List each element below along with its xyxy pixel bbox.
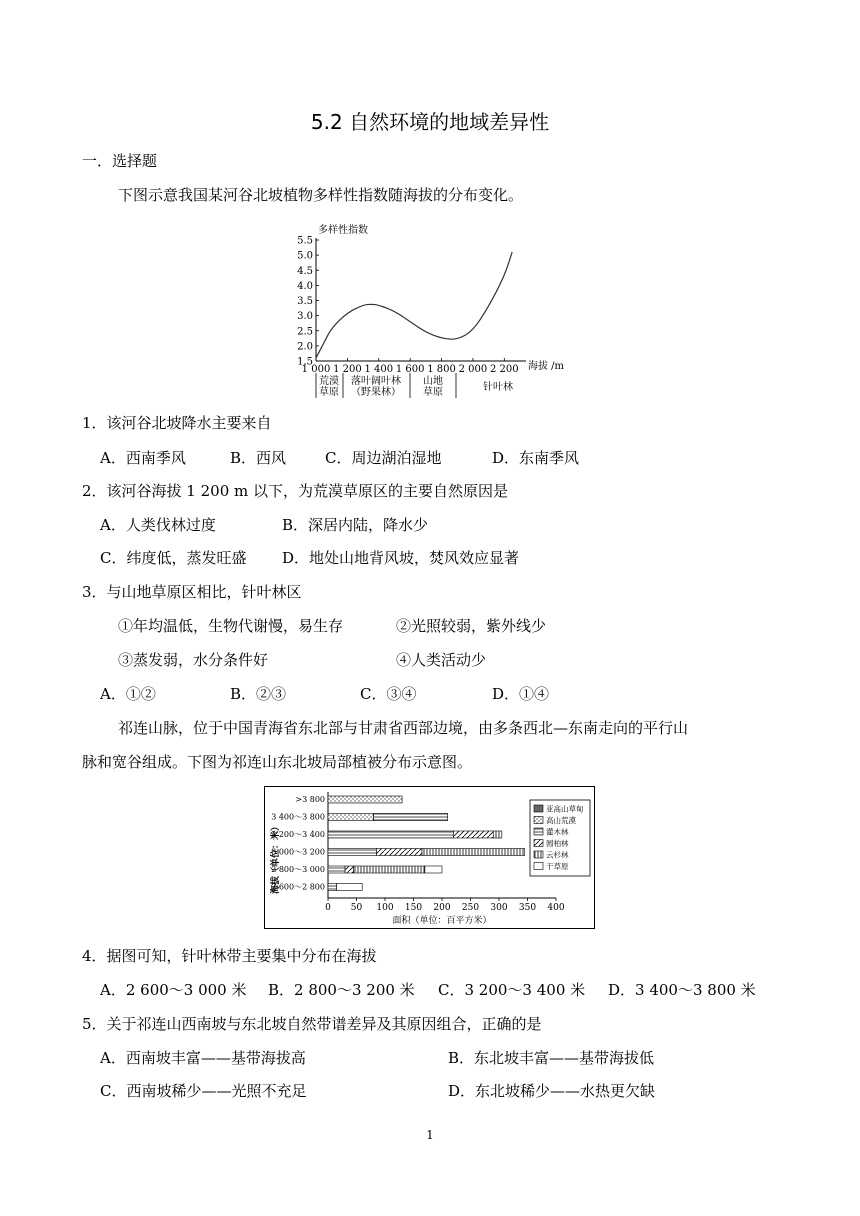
chart2-x-tick-label: 300 (490, 903, 508, 913)
chart1-y-tick-label: 5.5 (297, 235, 313, 247)
question-2-stem: 2．该河谷海拔 1 200 m 以下，为荒漠草原区的主要自然原因是 (82, 482, 509, 500)
question-3-stem: 3．与山地草原区相比，针叶林区 (82, 583, 302, 601)
chart2-bar-segment (493, 831, 502, 838)
intro-text-1: 下图示意我国某河谷北坡植物多样性指数随海拔的分布变化。 (118, 186, 524, 204)
chart2-legend-swatch (534, 851, 543, 858)
zone-label: 草原 (423, 387, 443, 398)
chart2-legend-label: 灌木林 (546, 827, 569, 837)
q3-statement-1: ①年均温低，生物代谢慢，易生存 (118, 617, 344, 635)
chart1-x-tick-label: 1 800 (427, 364, 456, 375)
question-4-stem: 4．据图可知，针叶林带主要集中分布在海拔 (82, 947, 377, 965)
q3-statement-4: ④人类活动少 (396, 651, 487, 669)
chart1-x-tick-label: 1 200 (333, 364, 362, 375)
q5-option-a: A．西南坡丰富——基带海拔高 (100, 1049, 306, 1067)
q5-option-c: C．西南坡稀少——光照不充足 (100, 1082, 307, 1100)
chart2-category-label: >3 800 (295, 795, 325, 804)
zone-label: 草原 (319, 387, 339, 398)
q5-option-d: D．东北坡稀少——水热更欠缺 (448, 1082, 656, 1100)
q2-option-c: C．纬度低，蒸发旺盛 (100, 549, 247, 567)
q3-statement-2: ②光照较弱，紫外线少 (396, 617, 547, 635)
chart1-x-tick-label: 2 200 (489, 364, 519, 375)
chart2-legend-label: 云杉林 (546, 850, 569, 860)
chart1-y-tick-label: 5.0 (297, 250, 313, 262)
chart2-bar-segment (328, 884, 337, 891)
chart1-x-tick-label: 1 000 (301, 364, 331, 375)
chart2-bar-segment (328, 866, 345, 873)
chart2-category-label: 3 200～3 400 (271, 830, 325, 839)
chart2-bar-segment (328, 849, 376, 856)
chart2-legend-swatch (534, 863, 543, 870)
chart2-legend-swatch (534, 840, 543, 847)
chart2-bar-segment (328, 831, 453, 838)
chart2-x-tick-label: 250 (461, 903, 480, 913)
chart2-ylabel: 海拔（单位：米） (271, 821, 281, 895)
question-5-stem: 5．关于祁连山西南坡与东北坡自然带谱差异及其原因组合，正确的是 (82, 1015, 542, 1033)
chart2-bar-segment (328, 796, 402, 803)
chart1-x-tick-label: 1 600 (395, 364, 425, 375)
q2-option-a: A．人类伐林过度 (100, 516, 216, 534)
question-1-stem: 1．该河谷北坡降水主要来自 (82, 414, 272, 432)
chart2-bar-segment (374, 814, 448, 821)
chart2-category-label: 3 400～3 800 (271, 812, 325, 822)
chart2-category-label: 3 000～3 200 (271, 847, 325, 857)
q3-option-c: C．③④ (360, 685, 417, 703)
chart2-x-tick-label: 0 (325, 903, 331, 913)
chart1-x-tick-label: 2 000 (458, 364, 488, 375)
intro-text-2-line-1: 祁连山脉，位于中国青海省东北部与甘肃省西部边境，由多条西北—东南走向的平行山 (118, 719, 689, 737)
q1-option-c: C．周边湖泊湿地 (325, 449, 442, 467)
section-heading: 一．选择题 (82, 152, 158, 170)
q1-option-b: B．西风 (230, 449, 287, 467)
chart2-bar-segment (425, 866, 442, 873)
chart2-legend-label: 亚高山草甸 (546, 804, 584, 814)
q2-option-b: B．深居内陆，降水少 (282, 516, 429, 534)
q2-option-d: D．地处山地背风坡，焚风效应显著 (282, 549, 520, 567)
q5-option-b: B．东北坡丰富——基带海拔低 (448, 1049, 655, 1067)
chart2-bar-segment (345, 866, 354, 873)
chart2-x-tick-label: 400 (547, 903, 565, 913)
vegetation-bar-chart (264, 786, 596, 930)
q4-option-a: A．2 600～3 000 米 (100, 981, 247, 999)
diversity-line-chart (288, 222, 568, 400)
zone-label: 针叶林 (483, 382, 513, 393)
chart2-x-tick-label: 100 (376, 903, 394, 913)
zone-label: 山地 (423, 376, 443, 387)
q3-option-a: A．①② (100, 685, 156, 703)
chart1-series-line (316, 252, 512, 358)
q3-option-b: B．②③ (230, 685, 287, 703)
chart1-y-tick-label: 2.0 (297, 341, 313, 353)
chart2-x-tick-label: 150 (404, 903, 423, 913)
chart1-xlabel: 海拔 /m (528, 361, 565, 372)
chart2-bar-segment (376, 849, 422, 856)
chart1-y-tick-label: 4.0 (297, 280, 313, 292)
chart2-category-label: 2 600～2 800 (271, 882, 325, 892)
chart2-category-label: 2 800～3 000 (271, 865, 325, 874)
chart1-y-tick-label: 2.5 (297, 326, 313, 338)
q1-option-d: D．东南季风 (492, 449, 580, 467)
page-number: 1 (426, 1128, 434, 1142)
chart1-ylabel: 多样性指数 (318, 225, 368, 236)
chart1-x-tick-label: 1 400 (364, 364, 394, 375)
chart2-legend-swatch (534, 828, 543, 835)
chart1-y-tick-label: 3.5 (297, 296, 313, 307)
chart2-x-tick-label: 50 (350, 903, 363, 913)
chart2-bar-segment (337, 884, 363, 891)
q3-option-d: D．①④ (492, 685, 550, 703)
page-title: 5.2 自然环境的地域差异性 (310, 110, 550, 134)
chart2-x-tick-label: 200 (433, 903, 451, 913)
chart2-bar-segment (422, 849, 525, 856)
chart2-legend-swatch (534, 805, 543, 812)
chart1-y-tick-label: 4.5 (297, 265, 313, 277)
chart2-bar-segment (354, 866, 425, 873)
q4-option-d: D．3 400～3 800 米 (608, 981, 756, 999)
q4-option-b: B．2 800～3 200 米 (268, 981, 415, 999)
chart1-y-tick-label: 3.0 (297, 311, 313, 323)
zone-label: 荒漠 (319, 376, 339, 387)
chart2-x-tick-label: 350 (518, 903, 537, 913)
q3-statement-3: ③蒸发弱，水分条件好 (118, 651, 269, 669)
chart2-legend-label: 高山荒漠 (546, 816, 576, 825)
chart1-y-tick-label: 1.5 (297, 356, 313, 368)
chart2-xlabel: 面积（单位：百平方米） (392, 916, 492, 926)
chart2-legend-label: 圆柏林 (546, 839, 569, 848)
chart2-bar-segment (453, 831, 493, 838)
chart2-legend-label: 干草原 (546, 862, 569, 871)
q4-option-c: C．3 200～3 400 米 (438, 981, 586, 999)
chart2-bar-segment (328, 814, 374, 821)
q1-option-a: A．西南季风 (100, 449, 186, 467)
chart2-legend-swatch (534, 817, 543, 824)
intro-text-2-line-2: 脉和宽谷组成。下图为祁连山东北坡局部植被分布示意图。 (82, 753, 473, 771)
zone-label: （野果林） (351, 387, 401, 398)
zone-label: 落叶阔叶林 (351, 376, 401, 387)
